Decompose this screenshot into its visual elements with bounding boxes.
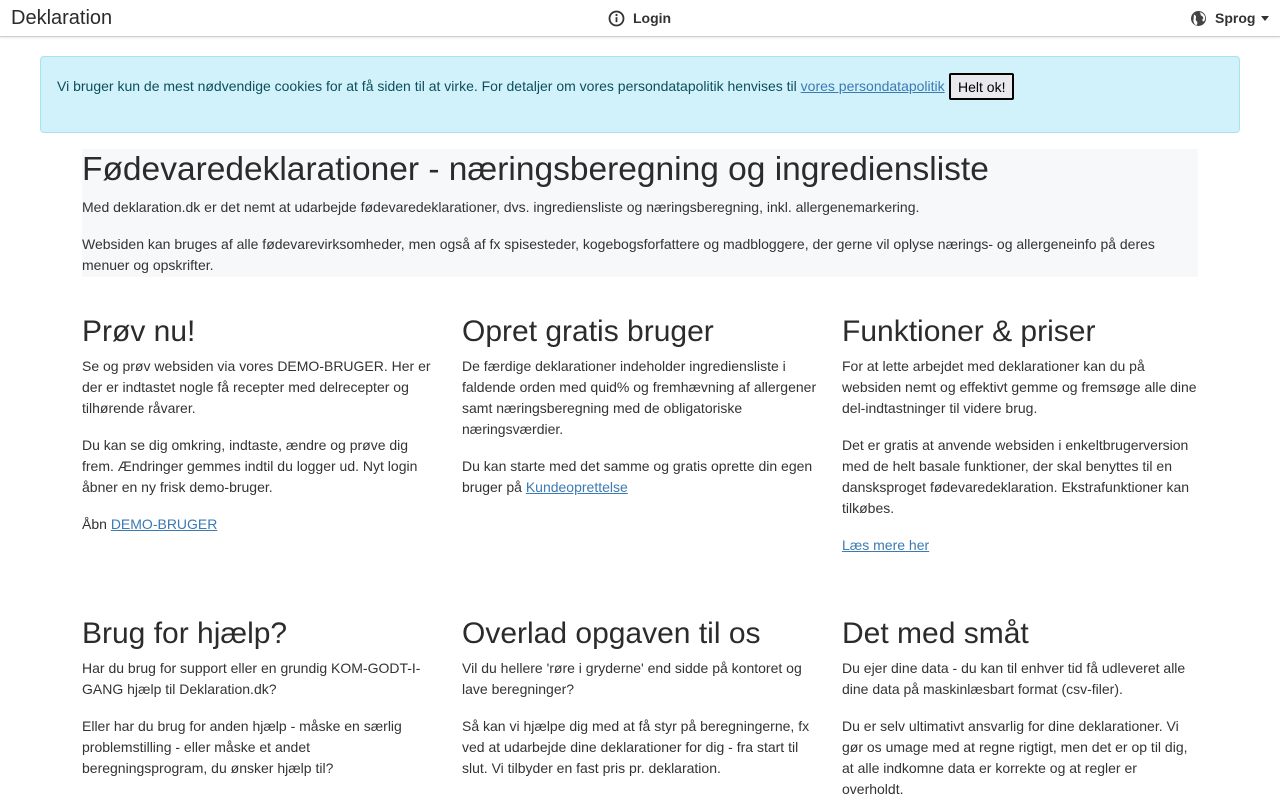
info-circle-icon xyxy=(608,10,625,27)
fineprint-section xyxy=(842,616,1198,800)
try-now-text-2: Du kan se dig omkring, indtaste, ændre og prøve dig frem. Ændringer gemmes indtil du logger ud. Nyt login åbner en ny frisk demo-bruger. xyxy=(82,437,418,495)
top-navbar xyxy=(0,0,1280,37)
fineprint-text-1: Du ejer dine data - du kan til enhver tid få udleveret alle dine data på maskinlæsbart format (csv-filer). xyxy=(842,660,1186,697)
features-section xyxy=(842,314,1198,572)
read-more-link[interactable]: Læs mere her xyxy=(842,537,930,553)
help-text-2: Eller har du brug for anden hjælp - måske en særlig problemstilling - eller måske et andet beregningsprogram, du ønsker hjælp til? xyxy=(82,718,402,776)
features-text-3 xyxy=(842,535,1198,556)
demo-user-link[interactable]: DEMO-BRUGER xyxy=(110,516,218,532)
cookie-banner xyxy=(40,56,1240,133)
hero-description: Websiden kan bruges af alle fødevarevirksomheder, men også af fx spisesteder, kogebogsforfattere og madbloggere, der gerne vil oplyse nærings- og allergeneinfo på deres menuer og opskrifter. xyxy=(82,236,1155,273)
cookie-text xyxy=(57,78,945,94)
features-title: Funktioner & priser xyxy=(842,315,1096,348)
try-now-text-3 xyxy=(82,514,438,535)
delegate-section xyxy=(462,616,818,795)
delegate-text-2: Så kan vi hjælpe dig med at få styr på beregningerne, fx ved at udarbejde dine deklarationer for dig - fra start til slut. Vi tilbyder en fast pris pr. deklaration. xyxy=(462,718,810,776)
page-title: Fødevaredeklarationer - næringsberegning og ingrediensliste xyxy=(82,151,989,188)
signup-text-2 xyxy=(462,456,818,498)
delegate-text-1: Vil du hellere 'røre i gryderne' end sidde på kontoret og lave beregninger? xyxy=(462,660,802,697)
fineprint-title: Det med småt xyxy=(842,617,1029,650)
signup-prefix: Du kan starte med det samme og gratis oprette din egen bruger på xyxy=(462,458,813,495)
language-label: Sprog xyxy=(1215,10,1256,26)
help-section xyxy=(82,616,438,795)
try-now-section xyxy=(82,314,438,551)
signup-title: Opret gratis bruger xyxy=(462,315,714,348)
cookie-accept-button[interactable]: Helt ok! xyxy=(949,73,1014,100)
hero-section xyxy=(82,149,1198,277)
globe-icon xyxy=(1190,10,1207,27)
open-prefix: Åbn xyxy=(82,516,107,532)
language-dropdown[interactable] xyxy=(1190,9,1269,27)
try-now-text-1: Se og prøv websiden via vores DEMO-BRUGER. Her er der er indtastet nogle få recepter med delrecepter og tilhørende råvarer. xyxy=(82,358,431,416)
customer-signup-link[interactable]: Kundeoprettelse xyxy=(525,479,628,495)
signup-text-1: De færdige deklarationer indeholder ingrediensliste i faldende orden med quid% og fremhævning af allergener samt næringsberegning med de obligatoriske næringsværdier. xyxy=(462,358,817,437)
delegate-title: Overlad opgaven til os xyxy=(462,617,761,650)
login-label: Login xyxy=(633,10,672,26)
chevron-down-icon xyxy=(1261,16,1269,21)
cookie-message: Vi bruger kun de mest nødvendige cookies for at få siden til at virke. For detaljer om vores persondatapolitik henvises til xyxy=(57,78,797,94)
brand-title[interactable]: Deklaration xyxy=(11,7,113,29)
features-text-2: Det er gratis at anvende websiden i enkeltbrugerversion med de helt basale funktioner, der skal benyttes til en dansksproget fødevaredeklaration. Ekstrafunktioner kan tilkøbes. xyxy=(842,437,1190,516)
help-title: Brug for hjælp? xyxy=(82,617,288,650)
hero-intro: Med deklaration.dk er det nemt at udarbejde fødevaredeklarationer, dvs. ingrediensliste og næringsberegning, inkl. allergenemarkering. xyxy=(82,199,920,215)
features-text-1: For at lette arbejdet med deklarationer kan du på websiden nemt og effektivt gemme og fremsøge alle dine del-indtastninger til videre brug. xyxy=(842,358,1197,416)
fineprint-text-2: Du er selv ultimativt ansvarlig for dine deklarationer. Vi gør os umage med at regne rigtigt, men det er op til dig, at alle indkomne data er korrekte og at regler er overholdt. xyxy=(842,718,1188,797)
try-now-title: Prøv nu! xyxy=(82,315,196,348)
signup-section xyxy=(462,314,818,514)
privacy-policy-link[interactable]: vores persondatapolitik xyxy=(800,78,945,94)
help-text-1: Har du brug for support eller en grundig KOM-GODT-I-GANG hjælp til Deklaration.dk? xyxy=(82,660,421,697)
login-link[interactable] xyxy=(608,9,671,27)
